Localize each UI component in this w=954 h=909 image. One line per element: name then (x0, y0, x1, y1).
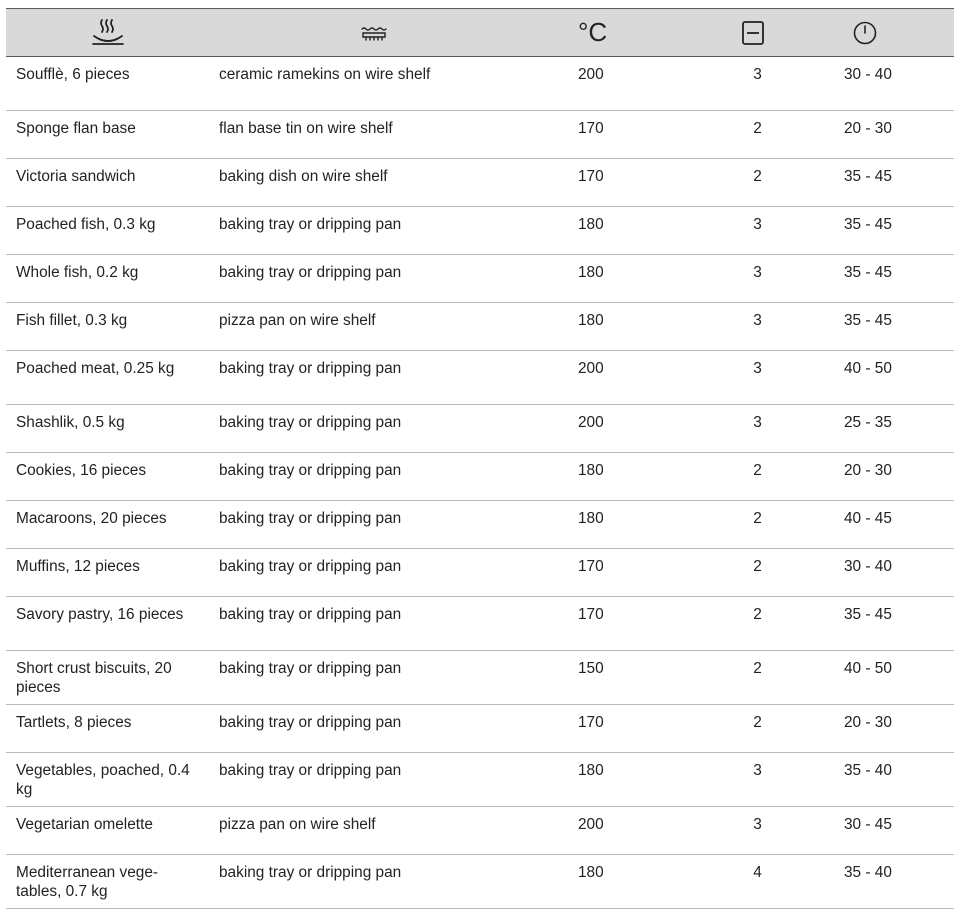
cooking-table (6, 8, 954, 909)
table-row (6, 597, 954, 651)
dish-steam-icon (90, 17, 126, 49)
cell-time: 35 - 45 (830, 207, 954, 255)
cell-shelf-level: 3 (705, 303, 830, 351)
cell-time: 40 - 50 (830, 351, 954, 405)
cell-accessory: baking tray or dripping pan (209, 351, 538, 405)
cell-temperature: 170 (538, 111, 705, 159)
table-row (6, 207, 954, 255)
table-row (6, 303, 954, 351)
cell-time: 35 - 45 (830, 255, 954, 303)
table-row (6, 405, 954, 453)
cell-temperature: 180 (538, 255, 705, 303)
cell-dish: Mediterranean vege-tables, 0.7 kg (6, 855, 209, 909)
cell-shelf-level: 2 (705, 501, 830, 549)
table-row (6, 501, 954, 549)
table-row (6, 57, 954, 111)
cell-accessory: baking tray or dripping pan (209, 855, 538, 909)
cell-dish: Vegetarian omelette (6, 807, 209, 855)
cell-temperature: 180 (538, 207, 705, 255)
cell-shelf-level: 2 (705, 705, 830, 753)
cell-accessory: baking dish on wire shelf (209, 159, 538, 207)
timer-icon (852, 20, 878, 46)
cell-dish: Sponge flan base (6, 111, 209, 159)
cell-shelf-level: 3 (705, 207, 830, 255)
table-row (6, 753, 954, 807)
cell-time: 30 - 45 (830, 807, 954, 855)
cell-time: 35 - 45 (830, 303, 954, 351)
cell-shelf-level: 2 (705, 651, 830, 705)
cell-time: 35 - 45 (830, 597, 954, 651)
table-row (6, 549, 954, 597)
cell-temperature: 180 (538, 453, 705, 501)
cell-temperature: 150 (538, 651, 705, 705)
cell-accessory: baking tray or dripping pan (209, 453, 538, 501)
cell-dish: Whole fish, 0.2 kg (6, 255, 209, 303)
cell-dish: Victoria sandwich (6, 159, 209, 207)
table-row (6, 705, 954, 753)
cell-accessory: baking tray or dripping pan (209, 207, 538, 255)
cell-shelf-level: 3 (705, 753, 830, 807)
cell-dish: Tartlets, 8 pieces (6, 705, 209, 753)
table-row (6, 855, 954, 909)
cell-shelf-level: 2 (705, 549, 830, 597)
cell-accessory: baking tray or dripping pan (209, 549, 538, 597)
cell-temperature: 180 (538, 303, 705, 351)
cell-shelf-level: 2 (705, 111, 830, 159)
cell-dish: Fish fillet, 0.3 kg (6, 303, 209, 351)
cell-accessory: baking tray or dripping pan (209, 405, 538, 453)
cell-shelf-level: 3 (705, 807, 830, 855)
cell-temperature: 170 (538, 159, 705, 207)
cell-accessory: ceramic ramekins on wire shelf (209, 57, 538, 111)
cell-shelf-level: 3 (705, 255, 830, 303)
shelf-level-icon (741, 20, 765, 46)
cell-time: 20 - 30 (830, 705, 954, 753)
cell-temperature: 180 (538, 855, 705, 909)
cell-time: 35 - 45 (830, 159, 954, 207)
cell-dish: Cookies, 16 pieces (6, 453, 209, 501)
cell-shelf-level: 2 (705, 597, 830, 651)
cell-accessory: baking tray or dripping pan (209, 651, 538, 705)
cell-shelf-level: 2 (705, 453, 830, 501)
header-accessory (209, 9, 538, 57)
cell-time: 25 - 35 (830, 405, 954, 453)
cell-dish: Poached meat, 0.25 kg (6, 351, 209, 405)
table-row (6, 351, 954, 405)
table-row (6, 651, 954, 705)
header-temperature (538, 9, 705, 57)
cell-accessory: baking tray or dripping pan (209, 705, 538, 753)
cell-shelf-level: 3 (705, 57, 830, 111)
cell-time: 20 - 30 (830, 453, 954, 501)
table-row (6, 159, 954, 207)
header-shelf-level (705, 9, 830, 57)
cell-accessory: baking tray or dripping pan (209, 597, 538, 651)
cell-dish: Vegetables, poached, 0.4 kg (6, 753, 209, 807)
cell-dish: Savory pastry, 16 pieces (6, 597, 209, 651)
cell-dish: Muffins, 12 pieces (6, 549, 209, 597)
cell-dish: Macaroons, 20 pieces (6, 501, 209, 549)
table-header-row (6, 9, 954, 57)
cell-accessory: baking tray or dripping pan (209, 753, 538, 807)
cooking-table-container (6, 8, 954, 909)
cell-shelf-level: 4 (705, 855, 830, 909)
cell-temperature: 200 (538, 351, 705, 405)
cell-accessory: baking tray or dripping pan (209, 255, 538, 303)
cell-temperature: 200 (538, 807, 705, 855)
cell-time: 35 - 40 (830, 753, 954, 807)
cell-shelf-level: 2 (705, 159, 830, 207)
cell-temperature: 200 (538, 405, 705, 453)
table-row (6, 255, 954, 303)
header-dish (6, 9, 209, 57)
oven-tray-icon (358, 21, 390, 45)
cell-shelf-level: 3 (705, 351, 830, 405)
cell-dish: Short crust biscuits, 20 pieces (6, 651, 209, 705)
cell-accessory: pizza pan on wire shelf (209, 303, 538, 351)
cell-time: 35 - 40 (830, 855, 954, 909)
cell-temperature: 180 (538, 501, 705, 549)
cell-accessory: baking tray or dripping pan (209, 501, 538, 549)
cell-time: 30 - 40 (830, 549, 954, 597)
cell-temperature: 170 (538, 705, 705, 753)
cell-shelf-level: 3 (705, 405, 830, 453)
table-row (6, 111, 954, 159)
cell-time: 30 - 40 (830, 57, 954, 111)
cell-temperature: 170 (538, 549, 705, 597)
cell-dish: Soufflè, 6 pieces (6, 57, 209, 111)
cell-time: 40 - 50 (830, 651, 954, 705)
cell-dish: Poached fish, 0.3 kg (6, 207, 209, 255)
cell-time: 40 - 45 (830, 501, 954, 549)
cell-time: 20 - 30 (830, 111, 954, 159)
table-row (6, 453, 954, 501)
cell-temperature: 200 (538, 57, 705, 111)
cell-accessory: flan base tin on wire shelf (209, 111, 538, 159)
cell-temperature: 180 (538, 753, 705, 807)
table-row (6, 807, 954, 855)
header-time (830, 9, 954, 57)
cell-dish: Shashlik, 0.5 kg (6, 405, 209, 453)
celsius-label: °C (578, 17, 608, 47)
cell-temperature: 170 (538, 597, 705, 651)
cell-accessory: pizza pan on wire shelf (209, 807, 538, 855)
